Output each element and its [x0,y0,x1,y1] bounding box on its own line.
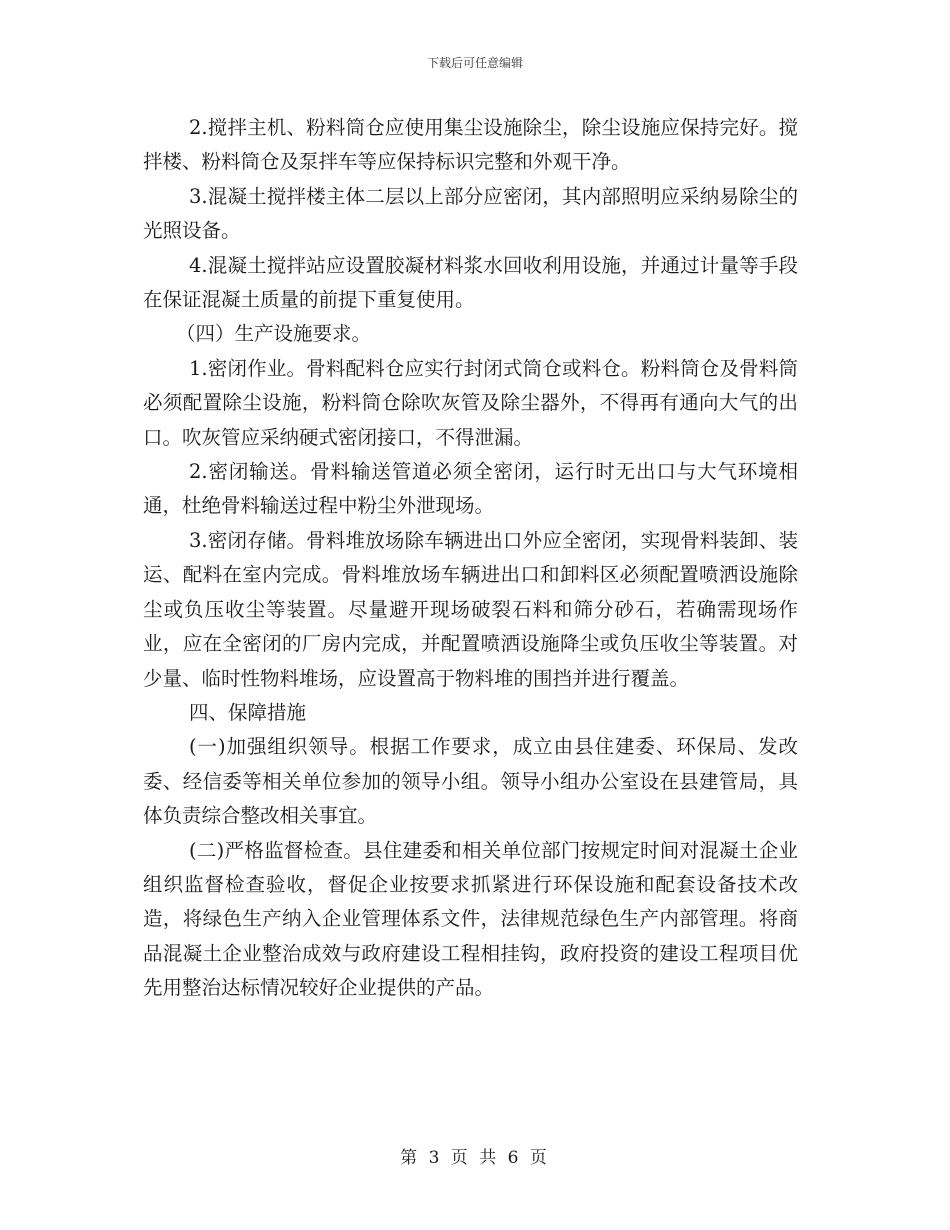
paragraph-supervision-inspection: (二)严格监督检查。县住建委和相关单位部门按规定时间对混凝土企业组织监督检查验收，督促企业按要求抓紧进行环保设施和配套设备技术改造，将绿色生产纳入企业管理体系文件，法律规范绿色生产内部管理。将商品混凝土企业整治成效与政府建设工程相挂钩，政府投资的建设工程项目优先用整治达标情况较好企业提供的产品。 [143,838,798,1000]
page-header: 下载后可任意编辑 [426,56,523,70]
paragraph-sealed-operation: 1.密闭作业。骨料配料仓应实行封闭式筒仓或料仓。粉料筒仓及骨料筒必须配置除尘设施，粉料筒仓除吹灰管及除尘器外，不得再有通向大气的出口。吹灰管应采纳硬式密闭接口，不得泄漏。 [143,356,798,449]
paragraph-mixing-building-sealed: 3.混凝土搅拌楼主体二层以上部分应密闭，其内部照明应采纳易除尘的光照设备。 [143,184,798,243]
paragraph-organizational-leadership: (一)加强组织领导。根据工作要求，成立由县住建委、环保局、发改委、经信委等相关单位参加的领导小组。领导小组办公室设在县建管局，具体负责综合整改相关事宜。 [143,735,798,828]
paragraph-sealed-transport: 2.密闭输送。骨料输送管道必须全密闭，运行时无出口与大气环境相通，杜绝骨料输送过程中粉尘外泄现场。 [143,460,798,518]
paragraph-slurry-recycling: 4.混凝土搅拌站应设置胶凝材料浆水回收利用设施，并通过计量等手段在保证混凝土质量的前提下重复使用。 [143,253,798,312]
paragraph-sealed-storage: 3.密闭存储。骨料堆放场除车辆进出口外应全密闭，实现骨料装卸、装运、配料在室内完成。骨料堆放场车辆进出口和卸料区必须配置喷洒设施除尘或负压收尘等装置。尽量避开现场破裂石料和筛分砂石，若确需现场作业，应在全密闭的厂房内完成，并配置喷洒设施降尘或负压收尘等装置。对少量、临时性物料堆场，应设置高于物料堆的围挡并进行覆盖。 [143,528,798,690]
paragraph-mixer-dust: 2.搅拌主机、粉料筒仓应使用集尘设施除尘，除尘设施应保持完好。搅拌楼、粉料筒仓及泵拌车等应保持标识完整和外观干净。 [143,116,798,174]
page-number-footer: 第 3 页 共 6 页 [400,1148,550,1168]
document-body [143,111,798,1006]
section-heading-safeguard-measures: 四、保障措施 [189,700,307,724]
section-heading-production-facilities: （四）生产设施要求。 [176,322,372,346]
